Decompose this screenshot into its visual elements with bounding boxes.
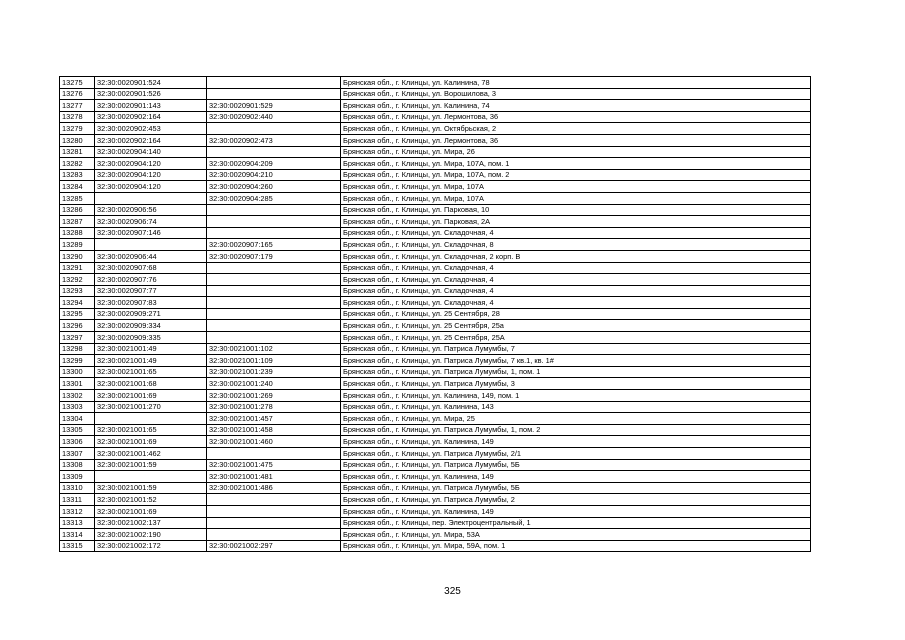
cadastral-number-cell: 32:30:0021001:69 — [95, 390, 207, 402]
cadastral-number-cell: 32:30:0021001:68 — [95, 378, 207, 390]
row-number-cell: 13288 — [60, 227, 95, 239]
row-number-cell: 13311 — [60, 494, 95, 506]
related-cadastral-number-cell: 32:30:0021001:102 — [207, 343, 341, 355]
row-number-cell: 13313 — [60, 517, 95, 529]
related-cadastral-number-cell — [207, 262, 341, 274]
table-row — [60, 227, 811, 239]
table-row — [60, 123, 811, 135]
related-cadastral-number-cell — [207, 216, 341, 228]
related-cadastral-number-cell — [207, 494, 341, 506]
table-row — [60, 239, 811, 251]
address-cell: Брянская обл., г. Клинцы, ул. 25 Сентября, 25А — [341, 332, 811, 344]
table-row — [60, 332, 811, 344]
page-number: 325 — [444, 586, 461, 597]
address-cell: Брянская обл., г. Клинцы, ул. Патриса Лумумбы, 5Б — [341, 459, 811, 471]
table-row — [60, 111, 811, 123]
table-row — [60, 285, 811, 297]
related-cadastral-number-cell — [207, 448, 341, 460]
address-cell: Брянская обл., г. Клинцы, ул. Октябрьская, 2 — [341, 123, 811, 135]
related-cadastral-number-cell — [207, 227, 341, 239]
row-number-cell: 13304 — [60, 413, 95, 425]
cadastral-number-cell: 32:30:0020904:120 — [95, 181, 207, 193]
cadastral-number-cell: 32:30:0020906:56 — [95, 204, 207, 216]
row-number-cell: 13280 — [60, 134, 95, 146]
row-number-cell: 13309 — [60, 471, 95, 483]
related-cadastral-number-cell: 32:30:0020904:285 — [207, 192, 341, 204]
table-row — [60, 401, 811, 413]
table-row — [60, 250, 811, 262]
related-cadastral-number-cell — [207, 517, 341, 529]
cadastral-number-cell: 32:30:0020909:271 — [95, 308, 207, 320]
table-row — [60, 517, 811, 529]
table-row — [60, 378, 811, 390]
table-row — [60, 494, 811, 506]
cadastral-number-cell: 32:30:0021001:65 — [95, 424, 207, 436]
cadastral-number-cell: 32:30:0020902:164 — [95, 134, 207, 146]
row-number-cell: 13294 — [60, 297, 95, 309]
address-cell: Брянская обл., г. Клинцы, ул. Складочная, 8 — [341, 239, 811, 251]
cadastral-number-cell: 32:30:0020907:83 — [95, 297, 207, 309]
address-cell: Брянская обл., г. Клинцы, ул. Мира, 107А — [341, 192, 811, 204]
cadastral-number-cell — [95, 239, 207, 251]
row-number-cell: 13305 — [60, 424, 95, 436]
row-number-cell: 13298 — [60, 343, 95, 355]
related-cadastral-number-cell: 32:30:0021001:457 — [207, 413, 341, 425]
cadastral-number-cell: 32:30:0021001:49 — [95, 343, 207, 355]
cadastral-number-cell: 32:30:0020906:74 — [95, 216, 207, 228]
address-cell: Брянская обл., г. Клинцы, ул. Мира, 107А — [341, 181, 811, 193]
row-number-cell: 13299 — [60, 355, 95, 367]
row-number-cell: 13279 — [60, 123, 95, 135]
row-number-cell: 13291 — [60, 262, 95, 274]
related-cadastral-number-cell — [207, 529, 341, 541]
table-row — [60, 146, 811, 158]
table-row — [60, 424, 811, 436]
related-cadastral-number-cell: 32:30:0020902:440 — [207, 111, 341, 123]
row-number-cell: 13306 — [60, 436, 95, 448]
address-cell: Брянская обл., г. Клинцы, ул. Складочная, 4 — [341, 262, 811, 274]
row-number-cell: 13302 — [60, 390, 95, 402]
cadastral-number-cell: 32:30:0020907:146 — [95, 227, 207, 239]
address-cell: Брянская обл., г. Клинцы, ул. Складочная, 4 — [341, 227, 811, 239]
row-number-cell: 13275 — [60, 77, 95, 89]
cadastral-number-cell: 32:30:0020904:140 — [95, 146, 207, 158]
row-number-cell: 13289 — [60, 239, 95, 251]
address-cell: Брянская обл., г. Клинцы, ул. Патриса Лумумбы, 2/1 — [341, 448, 811, 460]
address-cell: Брянская обл., г. Клинцы, ул. Складочная, 4 — [341, 285, 811, 297]
related-cadastral-number-cell: 32:30:0020904:210 — [207, 169, 341, 181]
row-number-cell: 13308 — [60, 459, 95, 471]
cadastral-number-cell: 32:30:0020904:120 — [95, 169, 207, 181]
table-row — [60, 88, 811, 100]
address-cell: Брянская обл., г. Клинцы, пер. Электроцентральный, 1 — [341, 517, 811, 529]
row-number-cell: 13290 — [60, 250, 95, 262]
table-row — [60, 482, 811, 494]
row-number-cell: 13278 — [60, 111, 95, 123]
cadastral-number-cell: 32:30:0021002:172 — [95, 540, 207, 552]
cadastral-number-cell: 32:30:0020907:77 — [95, 285, 207, 297]
address-cell: Брянская обл., г. Клинцы, ул. Калинина, 78 — [341, 77, 811, 89]
row-number-cell: 13314 — [60, 529, 95, 541]
row-number-cell: 13292 — [60, 274, 95, 286]
cadastral-number-cell: 32:30:0020906:44 — [95, 250, 207, 262]
cadastral-number-cell — [95, 192, 207, 204]
address-cell: Брянская обл., г. Клинцы, ул. Мира, 26 — [341, 146, 811, 158]
table-row — [60, 169, 811, 181]
address-cell: Брянская обл., г. Клинцы, ул. Патриса Лумумбы, 5Б — [341, 482, 811, 494]
address-cell: Брянская обл., г. Клинцы, ул. Лермонтова, 36 — [341, 134, 811, 146]
table-row — [60, 343, 811, 355]
address-cell: Брянская обл., г. Клинцы, ул. Лермонтова, 36 — [341, 111, 811, 123]
cadastral-number-cell: 32:30:0021001:49 — [95, 355, 207, 367]
address-cell: Брянская обл., г. Клинцы, ул. Патриса Лумумбы, 7 кв.1, кв. 1# — [341, 355, 811, 367]
related-cadastral-number-cell — [207, 88, 341, 100]
registry-table — [59, 76, 811, 552]
cadastral-number-cell: 32:30:0021001:59 — [95, 459, 207, 471]
address-cell: Брянская обл., г. Клинцы, ул. Мира, 53А — [341, 529, 811, 541]
table-row — [60, 274, 811, 286]
table-row — [60, 262, 811, 274]
cadastral-number-cell: 32:30:0020902:453 — [95, 123, 207, 135]
table-row — [60, 505, 811, 517]
related-cadastral-number-cell: 32:30:0020904:260 — [207, 181, 341, 193]
table-row — [60, 100, 811, 112]
related-cadastral-number-cell: 32:30:0021001:475 — [207, 459, 341, 471]
row-number-cell: 13282 — [60, 158, 95, 170]
cadastral-number-cell: 32:30:0021001:59 — [95, 482, 207, 494]
address-cell: Брянская обл., г. Клинцы, ул. Мира, 25 — [341, 413, 811, 425]
row-number-cell: 13315 — [60, 540, 95, 552]
address-cell: Брянская обл., г. Клинцы, ул. Складочная, 4 — [341, 274, 811, 286]
table-row — [60, 134, 811, 146]
related-cadastral-number-cell — [207, 297, 341, 309]
row-number-cell: 13287 — [60, 216, 95, 228]
row-number-cell: 13276 — [60, 88, 95, 100]
table-row — [60, 297, 811, 309]
related-cadastral-number-cell: 32:30:0021001:458 — [207, 424, 341, 436]
address-cell: Брянская обл., г. Клинцы, ул. Ворошилова, 3 — [341, 88, 811, 100]
related-cadastral-number-cell: 32:30:0021001:278 — [207, 401, 341, 413]
address-cell: Брянская обл., г. Клинцы, ул. Патриса Лумумбы, 1, пом. 1 — [341, 366, 811, 378]
related-cadastral-number-cell — [207, 332, 341, 344]
table-row — [60, 366, 811, 378]
row-number-cell: 13284 — [60, 181, 95, 193]
related-cadastral-number-cell — [207, 146, 341, 158]
table-row — [60, 192, 811, 204]
cadastral-number-cell: 32:30:0020901:524 — [95, 77, 207, 89]
cadastral-number-cell: 32:30:0021002:190 — [95, 529, 207, 541]
address-cell: Брянская обл., г. Клинцы, ул. Патриса Лумумбы, 7 — [341, 343, 811, 355]
related-cadastral-number-cell — [207, 123, 341, 135]
address-cell: Брянская обл., г. Клинцы, ул. Мира, 59А, пом. 1 — [341, 540, 811, 552]
address-cell: Брянская обл., г. Клинцы, ул. Складочная, 4 — [341, 297, 811, 309]
row-number-cell: 13293 — [60, 285, 95, 297]
address-cell: Брянская обл., г. Клинцы, ул. Калинина, 149 — [341, 471, 811, 483]
cadastral-number-cell: 32:30:0021002:137 — [95, 517, 207, 529]
related-cadastral-number-cell — [207, 505, 341, 517]
table-row — [60, 308, 811, 320]
table-row — [60, 448, 811, 460]
address-cell: Брянская обл., г. Клинцы, ул. Складочная, 2 корп. В — [341, 250, 811, 262]
cadastral-number-cell: 32:30:0020909:334 — [95, 320, 207, 332]
related-cadastral-number-cell: 32:30:0021001:269 — [207, 390, 341, 402]
address-cell: Брянская обл., г. Клинцы, ул. Калинина, 74 — [341, 100, 811, 112]
table-row — [60, 413, 811, 425]
related-cadastral-number-cell — [207, 308, 341, 320]
related-cadastral-number-cell: 32:30:0021001:481 — [207, 471, 341, 483]
table-row — [60, 158, 811, 170]
row-number-cell: 13285 — [60, 192, 95, 204]
cadastral-number-cell: 32:30:0021001:270 — [95, 401, 207, 413]
related-cadastral-number-cell — [207, 274, 341, 286]
cadastral-number-cell — [95, 413, 207, 425]
address-cell: Брянская обл., г. Клинцы, ул. Калинина, 149, пом. 1 — [341, 390, 811, 402]
related-cadastral-number-cell — [207, 285, 341, 297]
address-cell: Брянская обл., г. Клинцы, ул. 25 Сентября, 28 — [341, 308, 811, 320]
table-row — [60, 355, 811, 367]
registry-table-body — [60, 77, 811, 552]
related-cadastral-number-cell: 32:30:0021002:297 — [207, 540, 341, 552]
related-cadastral-number-cell: 32:30:0020907:179 — [207, 250, 341, 262]
row-number-cell: 13283 — [60, 169, 95, 181]
related-cadastral-number-cell: 32:30:0021001:460 — [207, 436, 341, 448]
related-cadastral-number-cell: 32:30:0020904:209 — [207, 158, 341, 170]
row-number-cell: 13303 — [60, 401, 95, 413]
address-cell: Брянская обл., г. Клинцы, ул. Калинина, 149 — [341, 436, 811, 448]
related-cadastral-number-cell: 32:30:0020902:473 — [207, 134, 341, 146]
row-number-cell: 13297 — [60, 332, 95, 344]
table-row — [60, 390, 811, 402]
cadastral-number-cell: 32:30:0020902:164 — [95, 111, 207, 123]
table-row — [60, 471, 811, 483]
related-cadastral-number-cell — [207, 204, 341, 216]
cadastral-number-cell: 32:30:0020904:120 — [95, 158, 207, 170]
address-cell: Брянская обл., г. Клинцы, ул. 25 Сентября, 25а — [341, 320, 811, 332]
row-number-cell: 13307 — [60, 448, 95, 460]
row-number-cell: 13286 — [60, 204, 95, 216]
address-cell: Брянская обл., г. Клинцы, ул. Патриса Лумумбы, 3 — [341, 378, 811, 390]
table-row — [60, 436, 811, 448]
row-number-cell: 13281 — [60, 146, 95, 158]
address-cell: Брянская обл., г. Клинцы, ул. Мира, 107А, пом. 1 — [341, 158, 811, 170]
row-number-cell: 13312 — [60, 505, 95, 517]
related-cadastral-number-cell: 32:30:0021001:239 — [207, 366, 341, 378]
cadastral-number-cell: 32:30:0021001:52 — [95, 494, 207, 506]
row-number-cell: 13296 — [60, 320, 95, 332]
related-cadastral-number-cell: 32:30:0021001:486 — [207, 482, 341, 494]
related-cadastral-number-cell: 32:30:0021001:109 — [207, 355, 341, 367]
table-row — [60, 216, 811, 228]
related-cadastral-number-cell — [207, 320, 341, 332]
table-row — [60, 77, 811, 89]
row-number-cell: 13310 — [60, 482, 95, 494]
related-cadastral-number-cell: 32:30:0020907:165 — [207, 239, 341, 251]
address-cell: Брянская обл., г. Клинцы, ул. Парковая, 2А — [341, 216, 811, 228]
cadastral-number-cell: 32:30:0020907:68 — [95, 262, 207, 274]
table-row — [60, 320, 811, 332]
table-row — [60, 529, 811, 541]
row-number-cell: 13277 — [60, 100, 95, 112]
related-cadastral-number-cell: 32:30:0020901:529 — [207, 100, 341, 112]
address-cell: Брянская обл., г. Клинцы, ул. Парковая, 10 — [341, 204, 811, 216]
cadastral-number-cell — [95, 471, 207, 483]
related-cadastral-number-cell: 32:30:0021001:240 — [207, 378, 341, 390]
cadastral-number-cell: 32:30:0020909:335 — [95, 332, 207, 344]
cadastral-number-cell: 32:30:0021001:69 — [95, 436, 207, 448]
related-cadastral-number-cell — [207, 77, 341, 89]
table-row — [60, 459, 811, 471]
cadastral-number-cell: 32:30:0020907:76 — [95, 274, 207, 286]
row-number-cell: 13295 — [60, 308, 95, 320]
cadastral-number-cell: 32:30:0020901:143 — [95, 100, 207, 112]
address-cell: Брянская обл., г. Клинцы, ул. Патриса Лумумбы, 2 — [341, 494, 811, 506]
table-row — [60, 181, 811, 193]
cadastral-number-cell: 32:30:0021001:69 — [95, 505, 207, 517]
address-cell: Брянская обл., г. Клинцы, ул. Мира, 107А, пом. 2 — [341, 169, 811, 181]
cadastral-number-cell: 32:30:0021001:462 — [95, 448, 207, 460]
cadastral-number-cell: 32:30:0020901:526 — [95, 88, 207, 100]
row-number-cell: 13301 — [60, 378, 95, 390]
address-cell: Брянская обл., г. Клинцы, ул. Калинина, 143 — [341, 401, 811, 413]
table-row — [60, 540, 811, 552]
address-cell: Брянская обл., г. Клинцы, ул. Калинина, 149 — [341, 505, 811, 517]
address-cell: Брянская обл., г. Клинцы, ул. Патриса Лумумбы, 1, пом. 2 — [341, 424, 811, 436]
cadastral-number-cell: 32:30:0021001:65 — [95, 366, 207, 378]
row-number-cell: 13300 — [60, 366, 95, 378]
table-row — [60, 204, 811, 216]
